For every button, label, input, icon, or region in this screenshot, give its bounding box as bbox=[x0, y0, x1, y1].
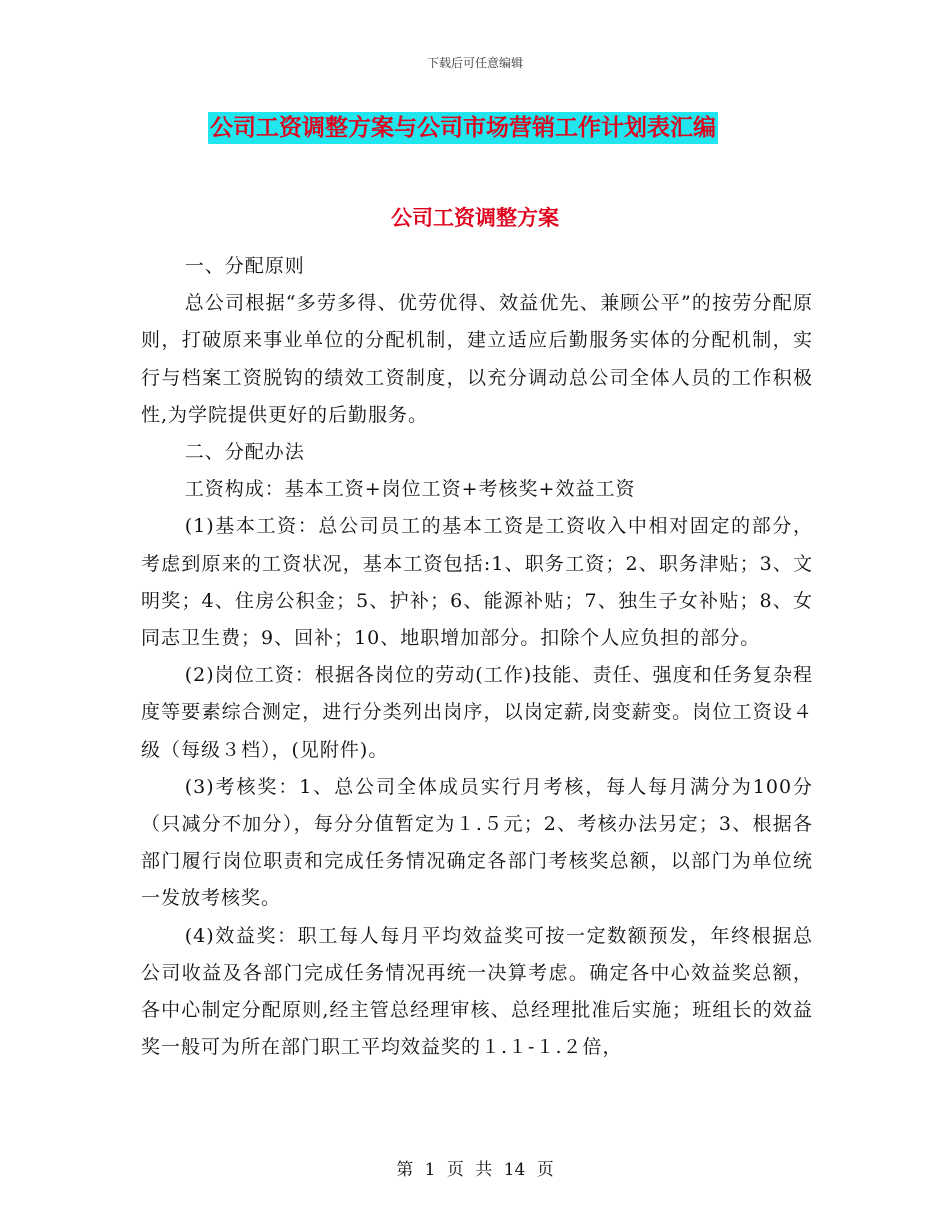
section-title: 公司工资调整方案 bbox=[391, 205, 559, 230]
heading-distribution-method: 二、分配办法 bbox=[184, 441, 305, 464]
document-body bbox=[141, 248, 813, 1066]
page-header-note: 下载后可任意编辑 bbox=[426, 56, 523, 70]
document-title: 公司工资调整方案与公司市场营销工作计划表汇编 bbox=[208, 112, 718, 144]
page-number-footer: 第 1 页 共 14 页 bbox=[396, 1160, 554, 1180]
paragraph-principle: 总公司根据“多劳多得、优劳优得、效益优先、兼顾公平”的按劳分配原则，打破原来事业单位的分配机制，建立适应后勤服务实体的分配机制，实行与档案工资脱钩的绩效工资制度，以充分调动总公司全体人员的工作积极性,为学院提供更好的后勤服务。 bbox=[141, 292, 813, 426]
paragraph-performance-bonus: (4)效益奖：职工每人每月平均效益奖可按一定数额预发，年终根据总公司收益及各部门完成任务情况再统一决算考虑。确定各中心效益奖总额，各中心制定分配原则,经主管总经理审核、总经理批准后实施；班组长的效益奖一般可为所在部门职工平均效益奖的１.１-１.２倍， bbox=[141, 924, 813, 1059]
paragraph-base-salary: (1)基本工资：总公司员工的基本工资是工资收入中相对固定的部分，考虑到原来的工资状况，基本工资包括:1、职务工资；2、职务津贴；3、文明奖；4、住房公积金；5、护补；6、能源补贴；7、独生子女补贴；8、女同志卫生费；9、回补；10、地职增加部分。扣除个人应负担的部分。 bbox=[141, 515, 813, 650]
heading-distribution-principle: 一、分配原则 bbox=[184, 255, 305, 277]
paragraph-position-salary: (2)岗位工资：根据各岗位的劳动(工作)技能、责任、强度和任务复杂程度等要素综合测定，进行分类列出岗序，以岗定薪,岗变薪变。岗位工资设４级（每级３档），(见附件)。 bbox=[141, 664, 813, 761]
paragraph-salary-composition: 工资构成：基本工资+岗位工资+考核奖+效益工资 bbox=[184, 478, 636, 501]
paragraph-assessment-bonus: (3)考核奖：1、总公司全体成员实行月考核，每人每月满分为100分（只减分不加分），每分分值暂定为１.５元；2、考核办法另定；3、根据各部门履行岗位职责和完成任务情况确定各部门考核奖总额，以部门为单位统一发放考核奖。 bbox=[141, 775, 813, 910]
